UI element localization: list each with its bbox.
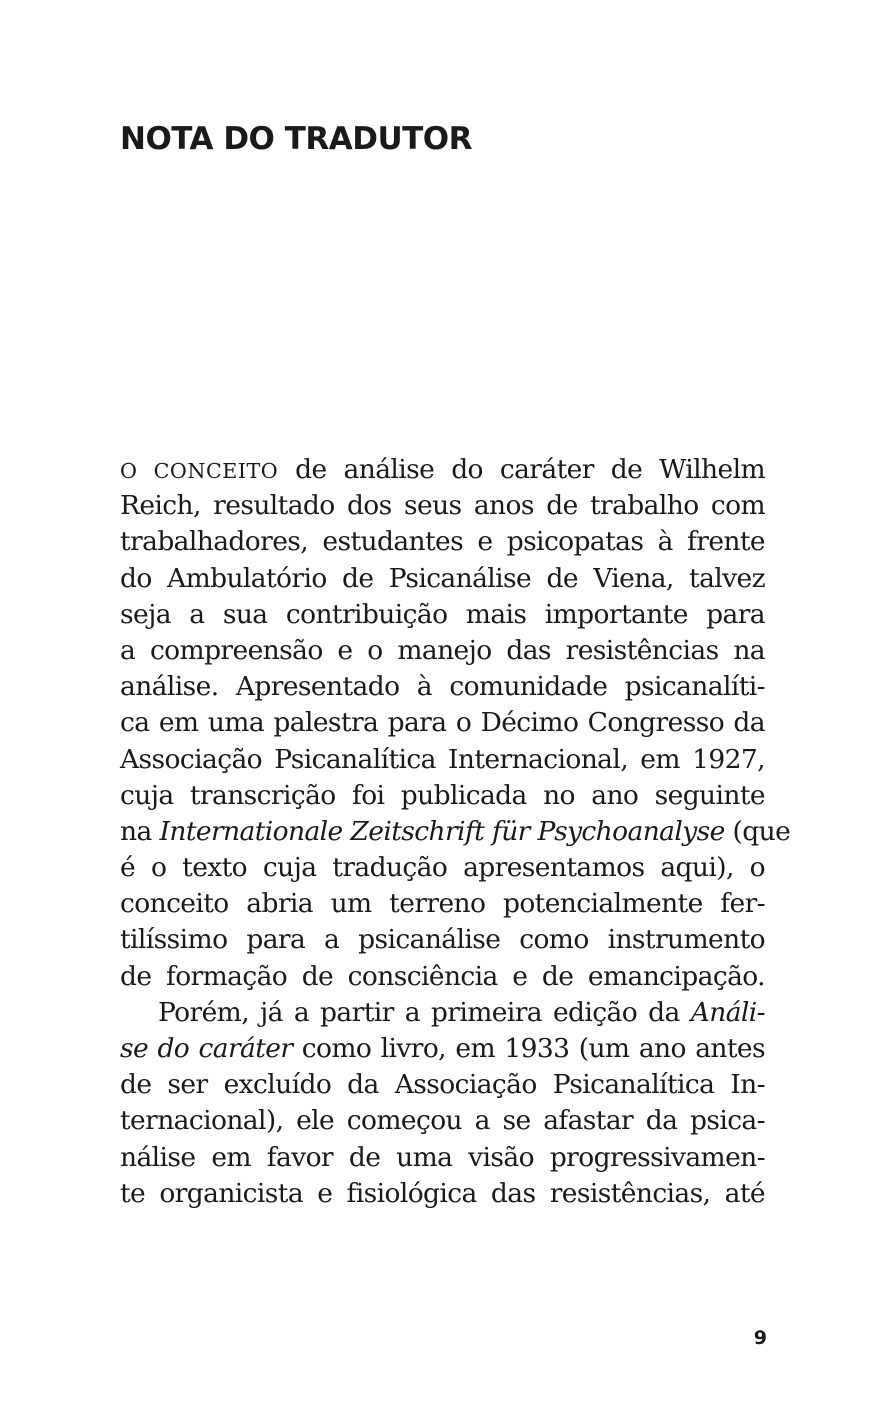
book-title: se do caráter xyxy=(120,1033,293,1064)
smallcaps-opening: O CONCEITO xyxy=(120,459,279,483)
text-line: Associação Psicanalítica Internacional, em 1927, xyxy=(120,743,765,775)
body-text xyxy=(120,452,791,1212)
line-text: Porém, já a partir a primeira edição da xyxy=(158,996,691,1028)
journal-title: Internationale Zeitschrift für Psychoanalyse xyxy=(159,815,725,847)
text-line: cuja transcrição foi publicada no ano seguinte xyxy=(120,779,765,811)
book-title: Análi- xyxy=(690,996,765,1028)
text-line: trabalhadores, estudantes e psicopatas à frente xyxy=(120,526,765,558)
text-line xyxy=(120,1031,765,1067)
text-line: ternacional), ele começou a se afastar da psica- xyxy=(120,1105,765,1137)
text-line: de ser excluído da Associação Psicanalítica In- xyxy=(120,1069,765,1101)
line-text: de análise do caráter de Wilhelm xyxy=(278,454,765,485)
text-line: de formação de consciência e de emancipação. xyxy=(120,960,765,992)
line-text: (que xyxy=(724,815,791,847)
text-line: te organicista e fisiológica das resistências, até xyxy=(120,1177,765,1209)
line-text: como livro, em 1933 (um ano antes xyxy=(292,1033,765,1064)
text-line xyxy=(120,814,791,850)
text-line: é o texto cuja tradução apresentamos aqui), o xyxy=(120,852,765,884)
text-line: análise. Apresentado à comunidade psicanalíti- xyxy=(120,671,765,703)
text-line: seja a sua contribuição mais importante para xyxy=(120,598,765,630)
text-line xyxy=(120,995,765,1031)
line-text: na xyxy=(120,815,160,847)
text-line: ca em uma palestra para o Décimo Congresso da xyxy=(120,707,765,739)
text-line: nálise em favor de uma visão progressivamen- xyxy=(120,1141,765,1173)
text-line: conceito abria um terreno potencialmente fer- xyxy=(120,888,765,920)
text-line: a compreensão e o manejo das resistências na xyxy=(120,634,765,666)
page-number: 9 xyxy=(753,1327,767,1349)
text-line: tilíssimo para a psicanálise como instrumento xyxy=(120,924,765,956)
text-line xyxy=(120,452,765,488)
text-line: Reich, resultado dos seus anos de trabalho com xyxy=(120,490,765,522)
chapter-heading: NOTA DO TRADUTOR xyxy=(120,121,472,157)
text-line: do Ambulatório de Psicanálise de Viena, talvez xyxy=(120,562,765,594)
